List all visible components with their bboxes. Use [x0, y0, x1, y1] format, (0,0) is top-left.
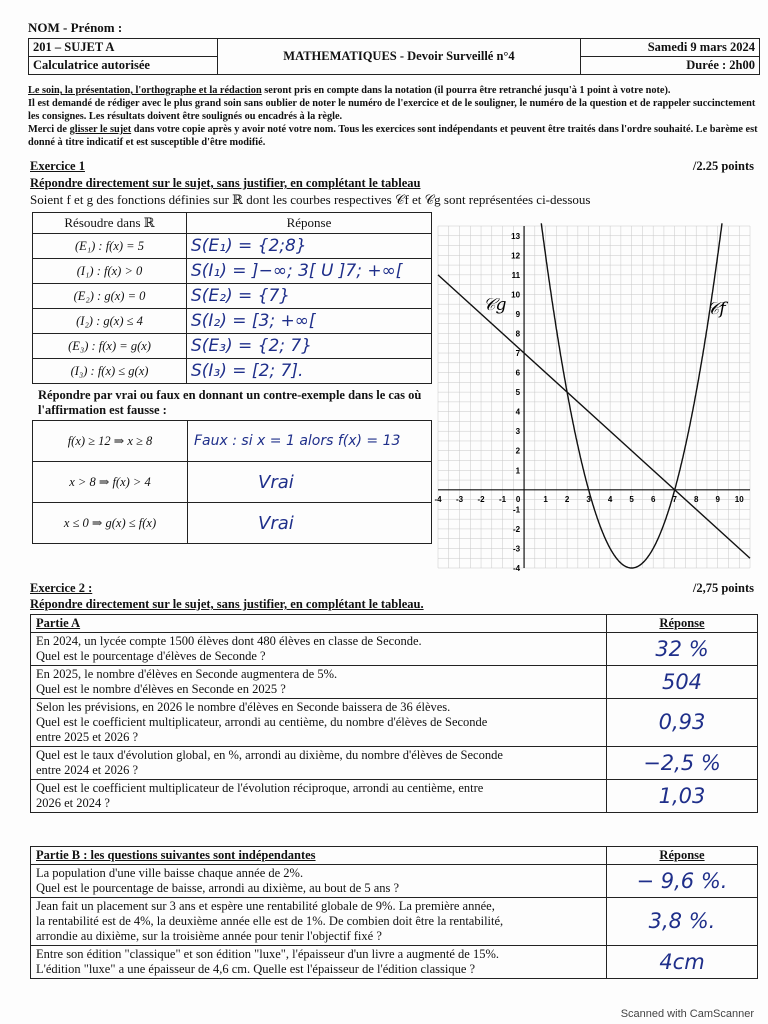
- question-cell: [31, 780, 607, 813]
- function-graph: [436, 222, 754, 572]
- part-b-label: Partie B : les questions suivantes sont indépendantes: [31, 847, 607, 865]
- table-row: [33, 284, 432, 309]
- answer-cell[interactable]: 4cm: [607, 946, 758, 979]
- exercise1-points: /2.25 points: [692, 159, 754, 173]
- question-line: arrondie au dixième, sur la troisième année pour tenir l'objectif fixé ?: [36, 929, 382, 943]
- exam-title: MATHEMATIQUES - Devoir Surveillé n°4: [218, 39, 581, 75]
- answer-cell[interactable]: S(I₃) = [2; 7].: [187, 359, 432, 384]
- question-cell: (E₂) : g(x) = 0: [33, 284, 187, 309]
- curve-g: [438, 275, 750, 558]
- x-tick-label: 1: [543, 494, 548, 504]
- question-line: En 2024, un lycée compte 1500 élèves dont 480 élèves en classe de Seconde.: [36, 634, 422, 648]
- y-tick-label: -1: [512, 505, 521, 515]
- x-tick-label: 5: [629, 494, 634, 504]
- col-answer: Réponse: [187, 213, 432, 234]
- x-tick-label: 2: [564, 494, 570, 504]
- instructions: [28, 84, 760, 149]
- x-tick-label: 10: [734, 494, 744, 504]
- question-line: 2026 et 2024 ?: [36, 796, 110, 810]
- exercise1-instruction: Répondre directement sur le sujet, sans justifier, en complétant le tableau: [30, 176, 421, 190]
- question-cell: [31, 633, 607, 666]
- question-line: Quel est le pourcentage de baisse, arrondi au dixième, au bout de 5 ans ?: [36, 881, 400, 895]
- intro-underlined: Le soin, la présentation, l'orthographe et la rédaction: [28, 85, 262, 96]
- question-cell: (E₃) : f(x) = g(x): [33, 334, 187, 359]
- question-line: Quel est le taux d'évolution global, en %, arrondi au dixième, du nombre d'élèves de Seconde: [36, 748, 503, 762]
- answer-cell[interactable]: 32 %: [607, 633, 758, 666]
- part-a-label: Partie A: [31, 615, 607, 633]
- exercise2-instruction: Répondre directement sur le sujet, sans justifier, en complétant le tableau.: [30, 597, 424, 611]
- answer-cell[interactable]: 3,8 %.: [607, 898, 758, 946]
- part-a-table: [30, 614, 758, 813]
- y-tick-label: 9: [515, 309, 521, 319]
- answer-cell[interactable]: 504: [607, 666, 758, 699]
- graph-grid: [438, 226, 750, 568]
- y-tick-label: 4: [515, 407, 521, 417]
- curve-g-label: 𝒞g: [483, 295, 507, 316]
- table-row: [33, 421, 432, 462]
- exercise2-title: Exercice 2 :: [30, 581, 93, 595]
- y-tick-label: 5: [515, 388, 521, 398]
- header-table: [28, 38, 760, 75]
- question-cell: [31, 946, 607, 979]
- table-row: [31, 865, 758, 898]
- y-tick-label: 13: [511, 231, 521, 241]
- answer-cell[interactable]: − 9,6 %.: [607, 865, 758, 898]
- y-tick-label: 2: [515, 446, 521, 456]
- question-cell: [31, 865, 607, 898]
- y-tick-label: 1: [515, 466, 521, 476]
- question-cell: [31, 898, 607, 946]
- question-cell: (I₃) : f(x) ≤ g(x): [33, 359, 187, 384]
- true-false-table: [32, 420, 432, 544]
- solve-table: [32, 212, 432, 384]
- y-tick-label: 3: [515, 427, 521, 437]
- intro-line3b: dans votre copie après y avoir noté votre nom. Tous les exercices sont indépendants et peuvent être traités dans l'ordre souhaité. Le barème est donné à titre indicatif et est susceptible d'être modifié.: [28, 124, 758, 148]
- curve-f-label: 𝒞f: [706, 298, 726, 319]
- table-row: [33, 259, 432, 284]
- intro-line1: seront pris en compte dans la notation (il pourra être retranché jusqu'à 1 point à votre note).: [261, 85, 671, 96]
- name-label: NOM - Prénom :: [28, 20, 123, 35]
- graph-axes: [438, 226, 750, 568]
- question-line: la rentabilité est de 4%, la deuxième année elle est de 1%. De combien doit être la rentabilité,: [36, 914, 504, 928]
- exercise1-title: Exercice 1: [30, 159, 85, 173]
- answer-cell[interactable]: S(E₂) = {7}: [187, 284, 432, 309]
- y-tick-label: -2: [512, 524, 521, 534]
- statement-cell: f(x) ≥ 12 ⇒ x ≥ 8: [33, 421, 188, 462]
- question-line: Jean fait un placement sur 3 ans et espère une rentabilité globale de 9%. La première année,: [36, 899, 495, 913]
- table-row: [33, 309, 432, 334]
- intro-line3-underlined: glisser le sujet: [69, 124, 132, 135]
- x-tick-label: 6: [650, 494, 656, 504]
- x-tick-label: -4: [434, 494, 442, 504]
- answer-cell[interactable]: 0,93: [607, 699, 758, 747]
- x-tick-label: 8: [693, 494, 699, 504]
- x-tick-label: -2: [477, 494, 485, 504]
- question-line: Selon les prévisions, en 2026 le nombre d'élèves en Seconde baissera de 36 élèves.: [36, 700, 451, 714]
- calculator-label: Calculatrice autorisée: [29, 57, 218, 75]
- table-row: [31, 946, 758, 979]
- answer-cell[interactable]: −2,5 %: [607, 747, 758, 780]
- question-line: Quel est le coefficient multiplicateur, arrondi au centième, du nombre d'élèves de Seconde: [36, 715, 488, 729]
- answer-cell[interactable]: S(I₁) = ]−∞; 3[ U ]7; +∞[: [187, 259, 432, 284]
- question-cell: (E₁) : f(x) = 5: [33, 234, 187, 259]
- table-row: [33, 334, 432, 359]
- x-tick-label: 0: [515, 494, 521, 504]
- true-false-instruction: Répondre par vrai ou faux en donnant un contre-exemple dans le cas où l'affirmation est fausse :: [38, 388, 422, 417]
- statement-cell: x ≤ 0 ⇒ g(x) ≤ f(x): [33, 503, 188, 544]
- answer-header: Réponse: [607, 847, 758, 865]
- question-cell: [31, 666, 607, 699]
- y-tick-label: 11: [511, 270, 521, 280]
- intro-line3a: Merci de: [28, 124, 70, 135]
- x-tick-label: 9: [715, 494, 720, 504]
- answer-cell[interactable]: S(I₂) = [3; +∞[: [187, 309, 432, 334]
- x-tick-label: 3: [586, 494, 591, 504]
- class-label: 201 – SUJET A: [29, 39, 218, 57]
- statement-cell: x > 8 ⇒ f(x) > 4: [33, 462, 188, 503]
- table-row: [33, 234, 432, 259]
- question-line: Quel est le coefficient multiplicateur de l'évolution réciproque, arrondi au centième, entre: [36, 781, 484, 795]
- question-cell: (I₁) : f(x) > 0: [33, 259, 187, 284]
- x-tick-label: -1: [498, 494, 507, 504]
- table-row: [31, 666, 758, 699]
- table-row: [31, 747, 758, 780]
- table-row: [33, 462, 432, 503]
- table-row: [33, 359, 432, 384]
- table-row: [31, 699, 758, 747]
- answer-cell[interactable]: 1,03: [607, 780, 758, 813]
- answer-cell[interactable]: S(E₃) = {2; 7}: [187, 334, 432, 359]
- question-line: Entre son édition "classique" et son édition "luxe", l'épaisseur d'un livre a augmenté de 15%.: [36, 947, 499, 961]
- question-cell: (I₂) : g(x) ≤ 4: [33, 309, 187, 334]
- part-b-table: [30, 846, 758, 979]
- y-tick-label: 8: [515, 329, 521, 339]
- exercise2-points: /2,75 points: [692, 581, 754, 595]
- table-row: [31, 898, 758, 946]
- question-line: Quel est le nombre d'élèves en Seconde en 2025 ?: [36, 682, 286, 696]
- table-row: [31, 633, 758, 666]
- answer-header: Réponse: [607, 615, 758, 633]
- question-line: entre 2025 et 2026 ?: [36, 730, 139, 744]
- question-cell: [31, 699, 607, 747]
- exam-duration: Durée : 2h00: [581, 57, 760, 75]
- exam-date: Samedi 9 mars 2024: [581, 39, 760, 57]
- question-line: Quel est le pourcentage d'élèves de Seconde ?: [36, 649, 266, 663]
- y-tick-label: -4: [512, 564, 521, 573]
- answer-cell[interactable]: Vrai: [188, 462, 432, 503]
- y-tick-label: 6: [515, 368, 521, 378]
- answer-cell[interactable]: Faux : si x = 1 alors f(x) = 13: [188, 421, 432, 462]
- y-tick-label: -3: [512, 544, 521, 554]
- question-line: En 2025, le nombre d'élèves en Seconde augmentera de 5%.: [36, 667, 338, 681]
- x-tick-label: 7: [672, 494, 677, 504]
- exercise1-statement: Soient f et g des fonctions définies sur ℝ dont les courbes respectives 𝒞f et 𝒞g sont représentées ci-dessous: [30, 192, 591, 207]
- intro-line2: Il est demandé de rédiger avec le plus grand soin sans oublier de noter le numéro de l'exercice et de le souligner, le numéro de la question et de rappeler succinctement les consignes. Les résultats doivent être soulignés ou encadrés à la règle.: [28, 98, 756, 122]
- question-line: entre 2024 et 2026 ?: [36, 763, 139, 777]
- y-tick-label: 12: [511, 251, 521, 261]
- col-solve: Résoudre dans ℝ: [33, 213, 187, 234]
- question-cell: [31, 747, 607, 780]
- y-tick-label: 7: [515, 349, 521, 359]
- table-row: [31, 780, 758, 813]
- scanner-watermark: Scanned with CamScanner: [620, 1008, 754, 1020]
- answer-cell[interactable]: Vrai: [188, 503, 432, 544]
- x-tick-label: 4: [607, 494, 613, 504]
- answer-cell[interactable]: S(E₁) = {2;8}: [187, 234, 432, 259]
- y-tick-label: 10: [511, 290, 521, 300]
- question-line: L'édition "luxe" a une épaisseur de 4,6 cm. Quelle est l'épaisseur de l'édition classique ?: [36, 962, 476, 976]
- table-row: [33, 503, 432, 544]
- x-tick-label: -3: [455, 494, 464, 504]
- question-line: La population d'une ville baisse chaque année de 2%.: [36, 866, 304, 880]
